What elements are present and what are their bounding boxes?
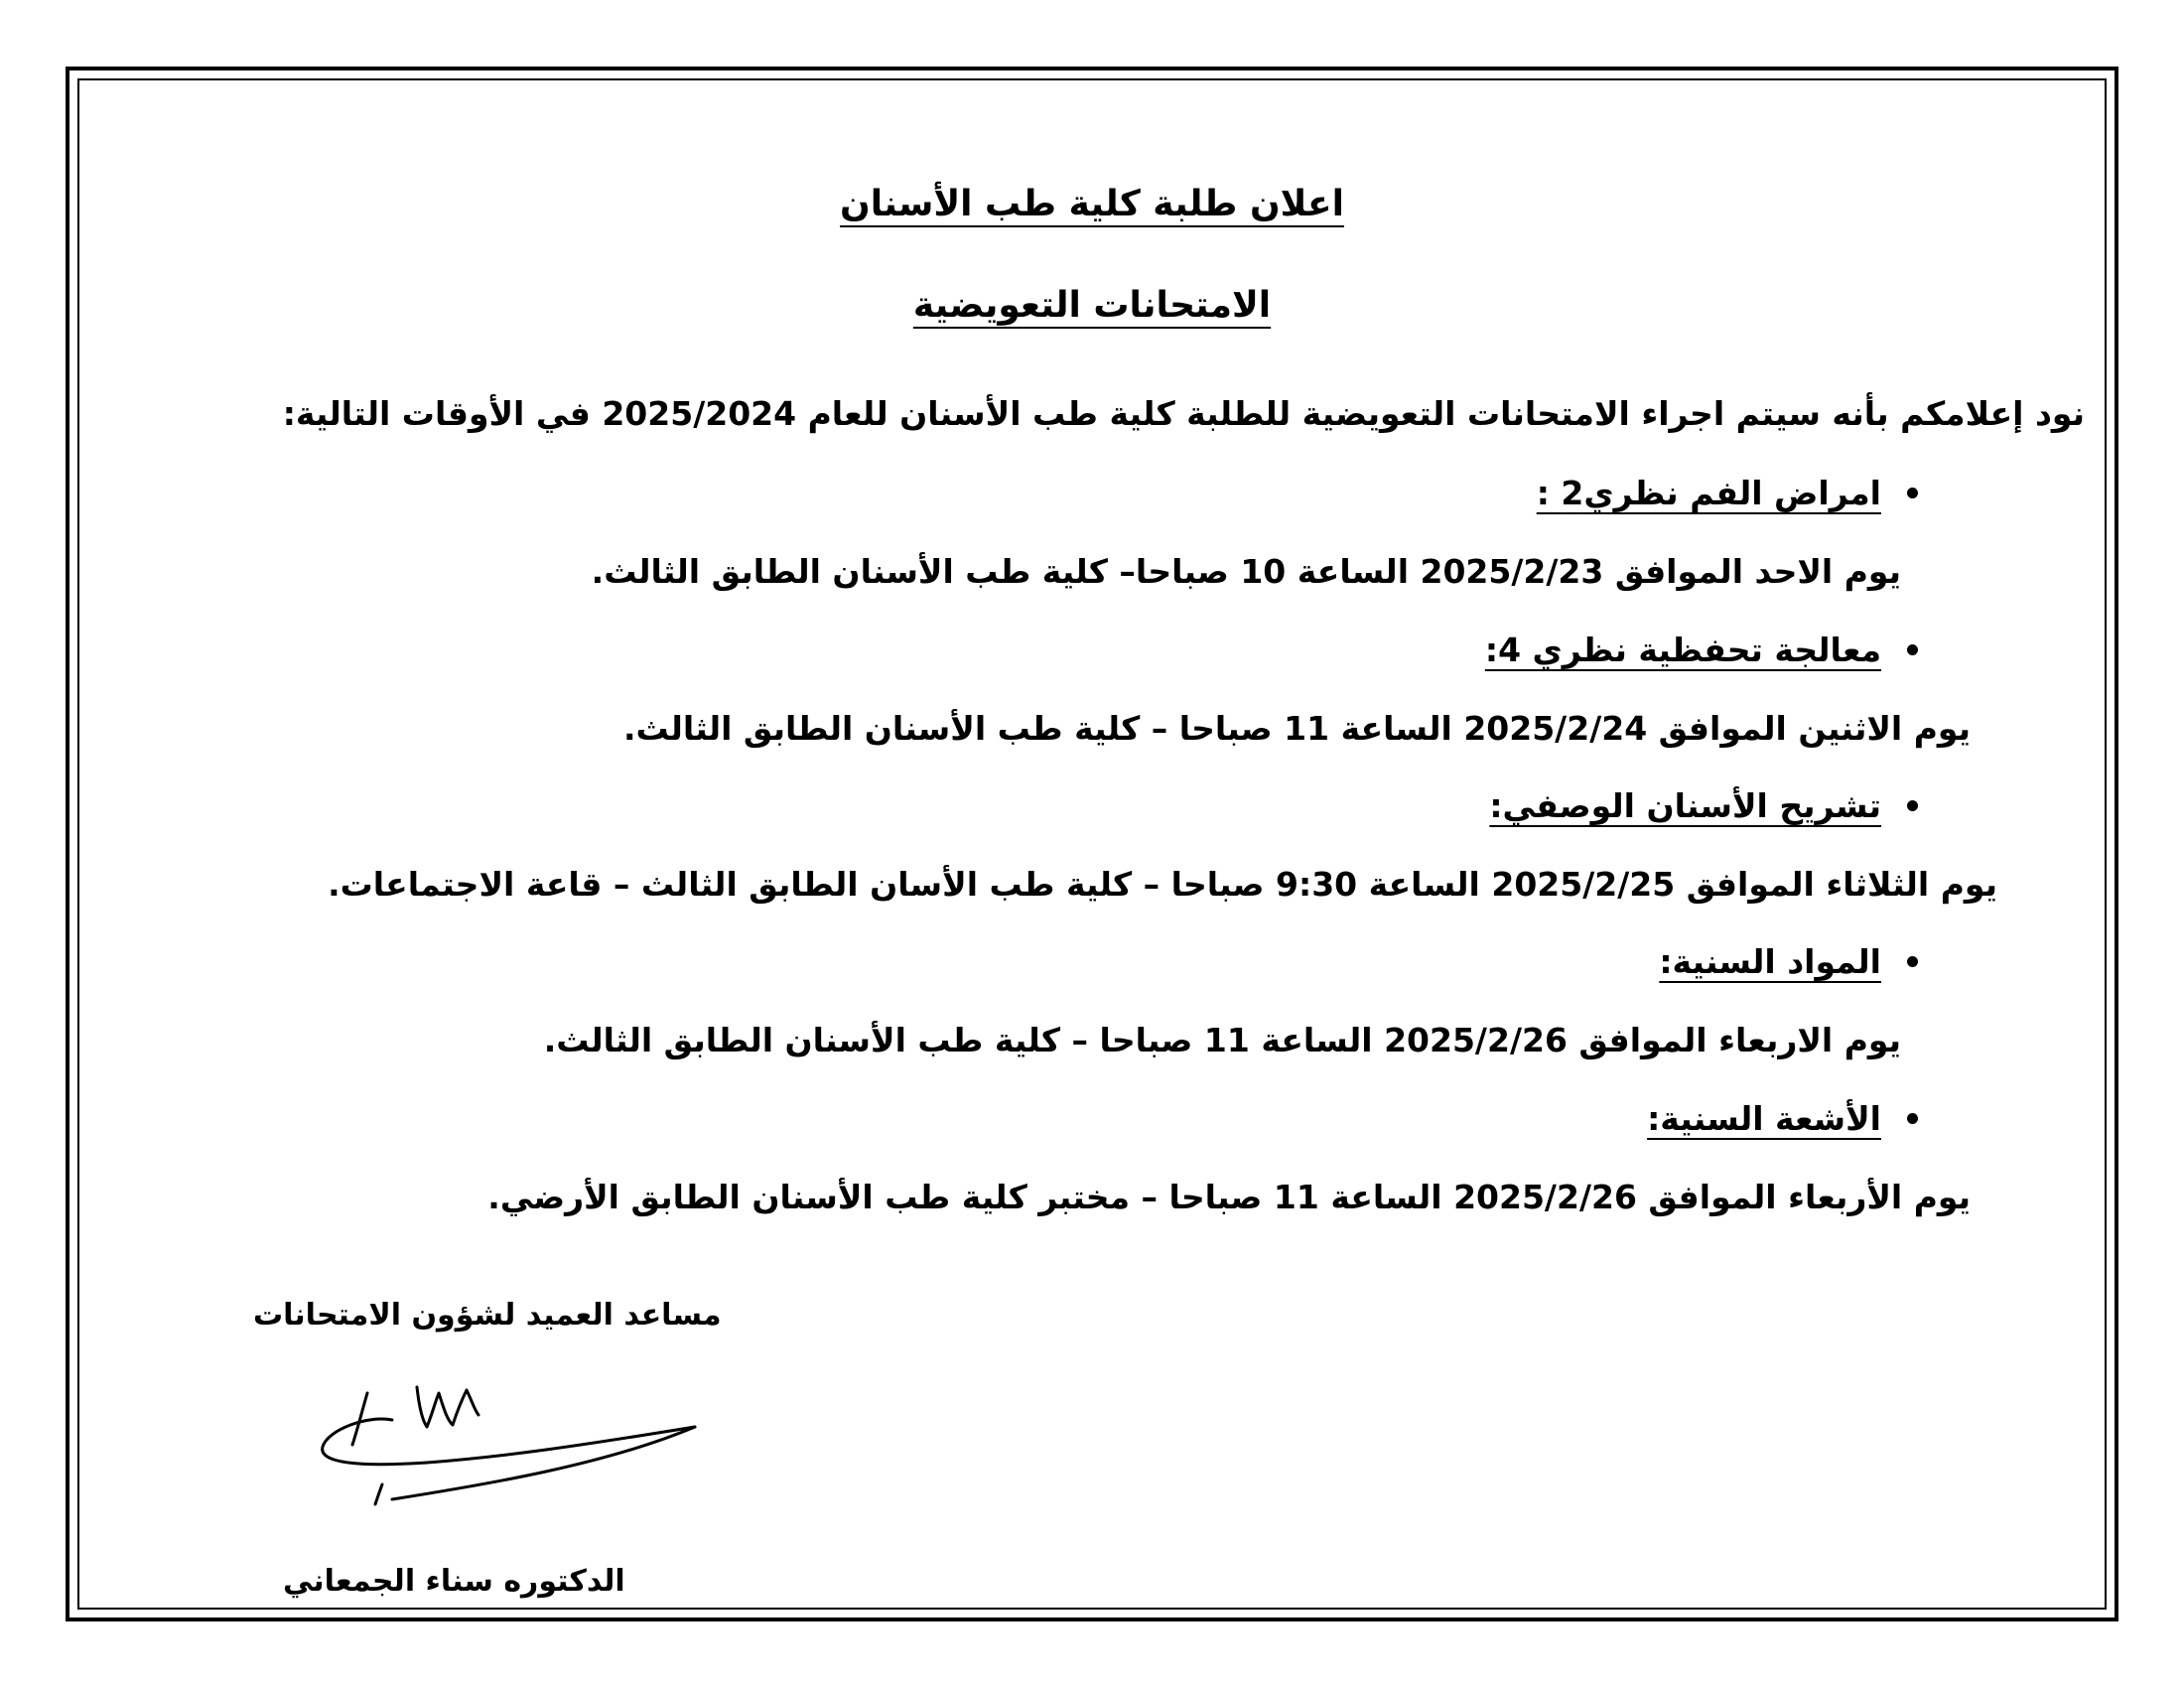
exam-subject: الأشعة السنية:	[1647, 1099, 1881, 1138]
exam-subject: معالجة تحفظية نظري 4:	[1484, 631, 1881, 669]
bullet-icon	[1907, 1113, 1918, 1124]
bullet-icon	[1907, 644, 1918, 655]
announcement-title: اعلان طلبة كلية طب الأسنان	[840, 184, 1344, 224]
signatory-name: الدكتوره سناء الجمعاني	[283, 1564, 625, 1599]
exam-item-4	[1659, 942, 1918, 981]
exam-item-3	[1489, 786, 1918, 825]
exam-subject: امراض الفم نظري2 :	[1536, 474, 1881, 512]
handwritten-signature	[308, 1375, 725, 1524]
exam-item-1	[1536, 474, 1918, 512]
exam-subject: تشريح الأسنان الوصفي:	[1489, 786, 1881, 825]
exam-details: يوم الاربعاء الموافق 2025/2/26 الساعة 11 صباحا – كلية طب الأسنان الطابق الثالث.	[543, 1021, 1901, 1059]
exam-subject: المواد السنية:	[1659, 942, 1881, 981]
announcement-subtitle: الامتحانات التعويضية	[912, 285, 1272, 326]
intro-paragraph: نود إعلامكم بأنه سيتم اجراء الامتحانات التعويضية للطلبة كلية طب الأسنان للعام 2025/2024 في الأوقات التالية:	[282, 394, 2085, 433]
bullet-icon	[1907, 956, 1918, 967]
exam-item-2	[1484, 631, 1918, 669]
bullet-icon	[1907, 488, 1918, 498]
exam-item-5	[1647, 1099, 1918, 1138]
exam-details: يوم الاحد الموافق 2025/2/23 الساعة 10 صباحا– كلية طب الأسنان الطابق الثالث.	[591, 552, 1901, 591]
exam-details: يوم الثلاثاء الموافق 2025/2/25 الساعة 9:30 صباحا – كلية طب الأسان الطابق الثالث – قاعة الاجتماعات.	[328, 865, 1997, 904]
exam-details: يوم الاثنين الموافق 2025/2/24 الساعة 11 صباحا – كلية طب الأسنان الطابق الثالث.	[622, 709, 1971, 748]
bullet-icon	[1907, 800, 1918, 811]
exam-details: يوم الأربعاء الموافق 2025/2/26 الساعة 11 صباحا – مختبر كلية طب الأسنان الطابق الأرضي.	[487, 1178, 1971, 1216]
signatory-title: مساعد العميد لشؤون الامتحانات	[253, 1298, 722, 1333]
